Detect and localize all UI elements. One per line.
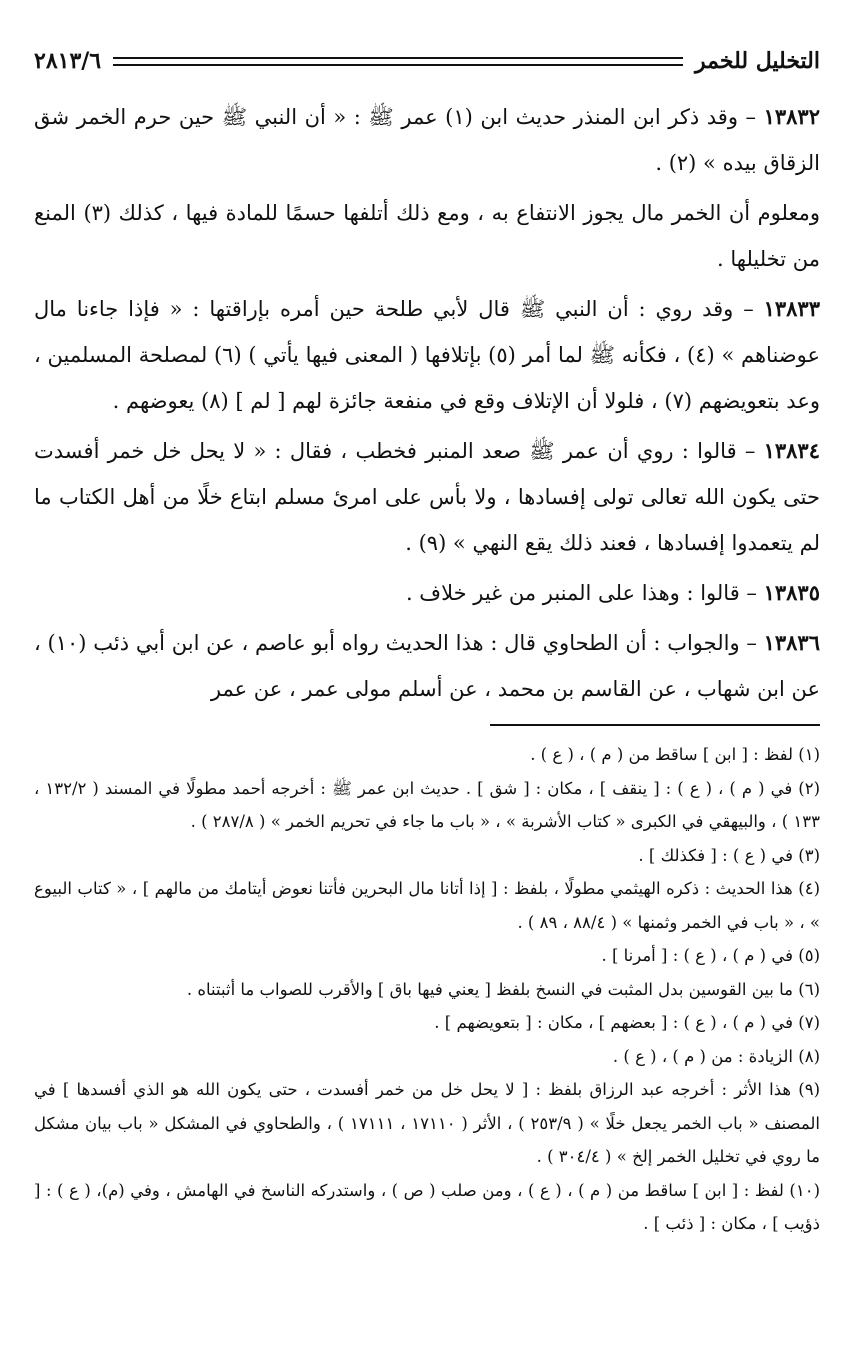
page-number: ٢٨١٣/٦ bbox=[34, 48, 102, 74]
footnote: (٤) هذا الحديث : ذكره الهيثمي مطولًا ، بلفظ : [ إذا أتانا مال البحرين فأتنا نعوض أيتامك من مالهم ] ، « كتاب البيوع » ، « باب في الخمر وثمنها » ( ٨٨/٤ ، ٨٩ ) . bbox=[34, 879, 820, 932]
paragraph-number: ١٣٨٣٣ bbox=[763, 296, 820, 321]
paragraph-text: – قالوا : وهذا على المنبر من غير خلاف . bbox=[405, 581, 764, 605]
footnote: (٩) هذا الأثر : أخرجه عبد الرزاق بلفظ : [ لا يحل خل من خمر أفسدت ، حتى يكون الله هو الذي أفسدها ] في المصنف « باب الخمر يجعل خلًا » ( ٢٥٣/٩ ) ، الأثر ( ١٧١١٠ ، ١٧١١١ ) ، والطحاوي في المشكل « باب بيان مشكل ما روي في تخليل الخمر إلخ » ( ٣٠٤/٤ ) . bbox=[34, 1080, 820, 1166]
paragraph-text: – والجواب : أن الطحاوي قال : هذا الحديث رواه أبو عاصم ، عن ابن أبي ذئب (١٠) ، عن ابن شهاب ، عن القاسم بن محمد ، عن أسلم مولى عمر ، عن عمر bbox=[34, 631, 820, 701]
footnote: (٦) ما بين القوسين بدل المثبت في النسخ بلفظ [ يعني فيها باق ] والأقرب للصواب ما أثبتناه . bbox=[186, 979, 820, 999]
paragraph-number: ١٣٨٣٥ bbox=[763, 580, 820, 605]
running-header bbox=[34, 40, 820, 82]
footnote: (٢) في ( م ) ، ( ع ) : [ ينقف ] ، مكان : [ شق ] . حديث ابن عمر ﷺ : أخرجه أحمد مطولًا في المسند ( ١٣٢/٢ ، ١٣٣ ) ، والبيهقي في الكبرى « كتاب الأشربة » ، « باب ما جاء في تحريم الخمر » ( ٢٨٧/٨ ) . bbox=[34, 778, 820, 831]
header-rule bbox=[113, 57, 683, 66]
paragraph bbox=[34, 286, 820, 424]
footnote: (٧) في ( م ) ، ( ع ) : [ بعضهم ] ، مكان : [ بتعويضهم ] . bbox=[434, 1013, 820, 1032]
footnote: (١) لفظ : [ ابن ] ساقط من ( م ) ، ( ع ) . bbox=[530, 745, 820, 764]
running-title: التخليل للخمر bbox=[695, 48, 820, 74]
paragraph bbox=[34, 190, 820, 282]
paragraph-text: – وقد ذكر ابن المنذر حديث ابن (١) عمر ﷺ : « أن النبي ﷺ حين حرم الخمر شق الزقاق بيده » (٢) . bbox=[34, 105, 820, 175]
paragraph bbox=[34, 428, 820, 566]
footnote-separator bbox=[490, 724, 820, 726]
paragraph-number: ١٣٨٣٦ bbox=[763, 630, 820, 655]
footnote: (٣) في ( ع ) : [ فكذلك ] . bbox=[638, 845, 820, 865]
paragraph-text: ومعلوم أن الخمر مال يجوز الانتفاع به ، ومع ذلك أتلفها حسمًا للمادة فيها ، كذلك (٣) المنع من تخليلها . bbox=[34, 201, 820, 271]
footnote: (٨) الزيادة : من ( م ) ، ( ع ) . bbox=[612, 1046, 820, 1066]
document-page bbox=[34, 40, 820, 1241]
footnotes bbox=[34, 738, 820, 1241]
paragraph-text: – وقد روي : أن النبي ﷺ قال لأبي طلحة حين أمره بإراقتها : « فإذا جاءنا مال عوضناهم » (٤) ، فكأنه ﷺ لما أمر (٥) بإتلافها ( المعنى فيها يأتي ) (٦) لمصلحة المسلمين ، وعد بتعويضهم (٧) ، فلولا أن الإتلاف وقع في منفعة جائزة لهم [ لم ] (٨) يعوضهم . bbox=[34, 297, 821, 413]
paragraph-number: ١٣٨٣٢ bbox=[763, 104, 820, 129]
footnote: (٥) في ( م ) ، ( ع ) : [ أمرنا ] . bbox=[601, 946, 820, 965]
main-text bbox=[34, 94, 820, 712]
footnote: (١٠) لفظ : [ ابن ] ساقط من ( م ) ، ( ع ) ، ومن صلب ( ص ) ، واستدركه الناسخ في الهامش ، وفي (م)، ( ع ) : [ ذؤيب ] ، مكان : [ ذئب ] . bbox=[34, 1180, 820, 1233]
paragraph bbox=[34, 94, 820, 186]
paragraph-text: – قالوا : روي أن عمر ﷺ صعد المنبر فخطب ، فقال : « لا يحل خل خمر أفسدت حتى يكون الله تعالى تولى إفسادها ، ولا بأس على امرئ مسلم ابتاع خلًا من أهل الكتاب ما لم يتعمدوا إفسادها ، فعند ذلك يقع النهي » (٩) . bbox=[34, 439, 820, 555]
paragraph bbox=[34, 570, 820, 616]
paragraph-number: ١٣٨٣٤ bbox=[763, 438, 820, 463]
paragraph bbox=[34, 620, 820, 712]
